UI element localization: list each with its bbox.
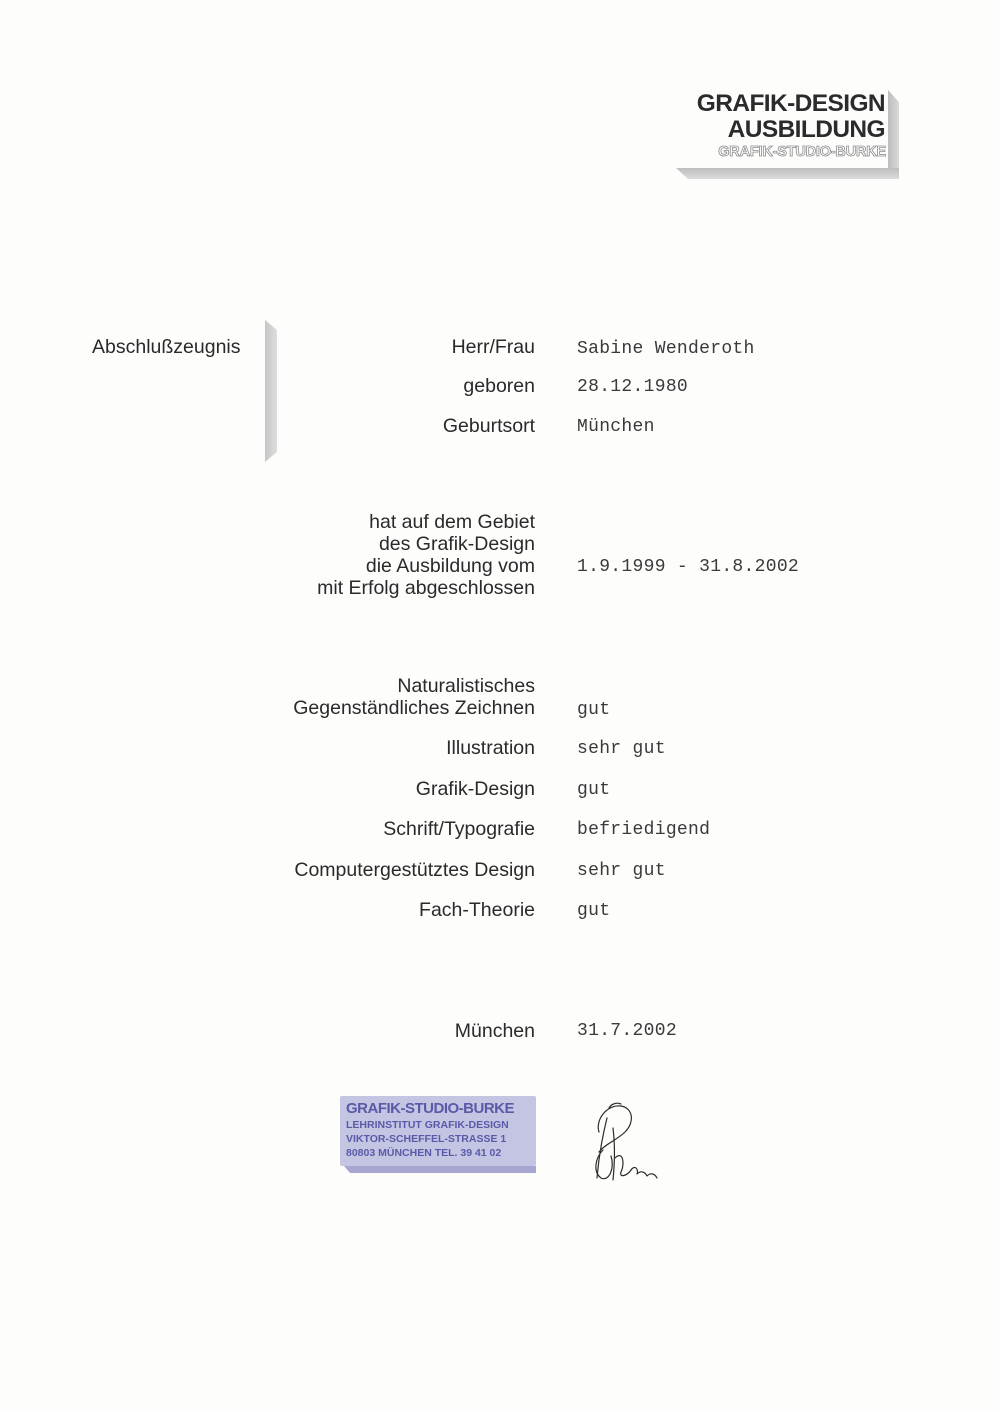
grade-value: sehr gut bbox=[577, 861, 666, 881]
grade-subject-line: Computergestütztes Design bbox=[294, 859, 535, 881]
grade-subject bbox=[419, 899, 535, 921]
name-value: Sabine Wenderoth bbox=[577, 339, 755, 359]
training-statement bbox=[317, 511, 535, 599]
grade-subject bbox=[383, 818, 535, 840]
closing-place: München bbox=[454, 1020, 535, 1042]
grade-subject-line: Schrift/Typografie bbox=[383, 818, 535, 840]
decorative-bracket bbox=[265, 320, 277, 462]
stamp-line: VIKTOR-SCHEFFEL-STRASSE 1 bbox=[346, 1133, 507, 1145]
name-label: Herr/Frau bbox=[451, 336, 535, 358]
grade-subject-line: Naturalistisches bbox=[397, 675, 535, 697]
birthplace-value: München bbox=[577, 417, 655, 437]
logo-subtitle: GRAFIK-STUDIO-BURKE bbox=[718, 144, 886, 160]
stamp-line: LEHRINSTITUT GRAFIK-DESIGN bbox=[346, 1119, 509, 1131]
training-statement-line: des Grafik-Design bbox=[378, 533, 535, 555]
grade-subject-line: Gegenständliches Zeichnen bbox=[293, 697, 535, 719]
handwritten-signature bbox=[585, 1098, 660, 1188]
grade-value: sehr gut bbox=[577, 739, 666, 759]
grade-subject bbox=[416, 778, 535, 800]
stamp-line: GRAFIK-STUDIO-BURKE bbox=[346, 1100, 514, 1117]
training-statement-line: hat auf dem Gebiet bbox=[369, 511, 535, 533]
grade-value: gut bbox=[577, 700, 611, 720]
document-title: Abschlußzeugnis bbox=[92, 336, 241, 358]
logo-shadow-bottom bbox=[676, 168, 899, 179]
grade-subject-line: Illustration bbox=[446, 737, 535, 759]
training-statement-line: mit Erfolg abgeschlossen bbox=[317, 577, 535, 599]
logo-title-line1: GRAFIK-DESIGN bbox=[696, 90, 885, 117]
training-statement-line: die Ausbildung vom bbox=[365, 555, 535, 577]
grade-subject bbox=[293, 675, 535, 719]
stamp-line: 80803 MÜNCHEN TEL. 39 41 02 bbox=[346, 1147, 502, 1159]
closing-date: 31.7.2002 bbox=[577, 1021, 677, 1041]
grade-subject bbox=[294, 859, 535, 881]
born-label: geboren bbox=[463, 375, 535, 397]
grade-value: befriedigend bbox=[577, 820, 711, 840]
logo-title-line2: AUSBILDUNG bbox=[727, 116, 885, 143]
grade-value: gut bbox=[577, 780, 611, 800]
birthplace-label: Geburtsort bbox=[442, 415, 535, 437]
logo bbox=[676, 90, 900, 180]
grade-subject bbox=[446, 737, 535, 759]
stamp-edge bbox=[344, 1166, 536, 1173]
born-value: 28.12.1980 bbox=[577, 377, 689, 397]
grade-value: gut bbox=[577, 901, 611, 921]
training-period: 1.9.1999 - 31.8.2002 bbox=[577, 557, 800, 577]
company-stamp bbox=[340, 1096, 536, 1173]
logo-shadow bbox=[888, 90, 899, 178]
grade-subject-line: Grafik-Design bbox=[415, 778, 535, 800]
grade-subject-line: Fach-Theorie bbox=[419, 899, 535, 921]
